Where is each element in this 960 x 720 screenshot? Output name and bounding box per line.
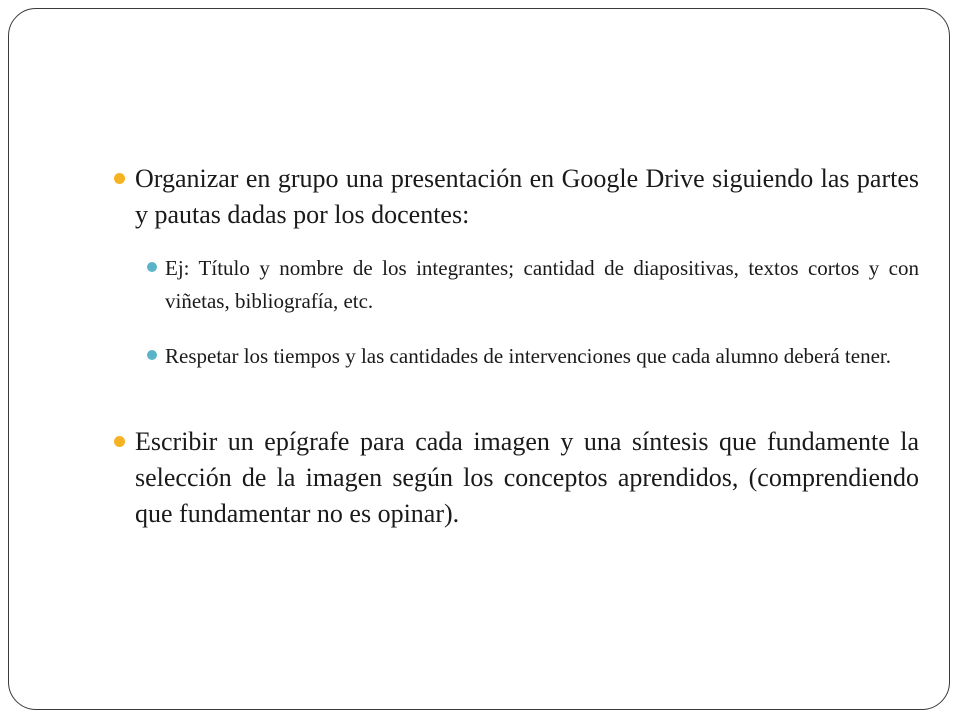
bullet-dot-icon bbox=[114, 436, 125, 447]
sub-bullet-dot-icon bbox=[147, 262, 157, 272]
bullet-dot-icon bbox=[114, 173, 125, 184]
sub-bullet-text: Ej: Título y nombre de los integrantes; cantidad de diapositivas, textos cortos y con viñetas, bibliografía, etc. bbox=[165, 256, 919, 313]
bullet-item-escribir bbox=[135, 424, 919, 532]
sub-bullet-item-respetar bbox=[165, 340, 919, 373]
bullet-text: Escribir un epígrafe para cada imagen y una síntesis que fundamente la selección de la imagen según los conceptos aprendidos, (comprendiendo que fundamentar no es opinar). bbox=[135, 427, 919, 528]
slide-content bbox=[9, 9, 949, 709]
bullet-item-organizar bbox=[135, 161, 919, 233]
sub-bullet-dot-icon bbox=[147, 350, 157, 360]
sub-bullet-item-ejemplo bbox=[165, 252, 919, 318]
bullet-text: Organizar en grupo una presentación en Google Drive siguiendo las partes y pautas dadas por los docentes: bbox=[135, 164, 919, 229]
sub-bullet-text: Respetar los tiempos y las cantidades de intervenciones que cada alumno deberá tener. bbox=[165, 344, 891, 368]
slide bbox=[8, 8, 950, 710]
